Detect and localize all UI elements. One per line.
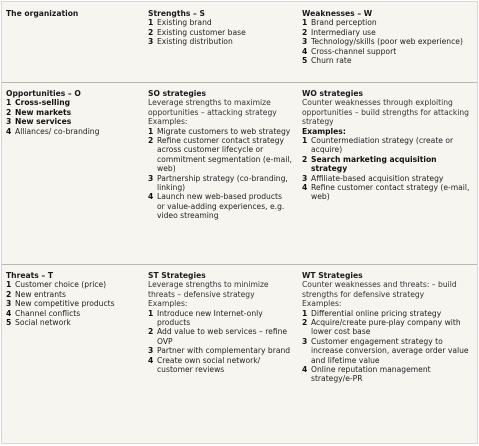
strengths-heading: Strengths – S <box>148 9 205 18</box>
list-item: 2 Acquire/create pure-play company with lower cost base <box>302 318 461 337</box>
opportunities-list <box>6 98 144 136</box>
list-item: 3 New competitive products <box>6 299 115 309</box>
st-strategies-cell <box>144 264 298 443</box>
so-lead: Leverage strengths to maximize opportunities – attacking strategy <box>148 98 277 117</box>
list-item: 4 Launch new web-based products or value-adding experiences, e.g. video streaming <box>148 192 285 221</box>
threats-heading: Threats – T <box>6 271 54 280</box>
list-item: 2 Existing customer base <box>148 27 246 37</box>
wt-examples-list <box>302 309 477 384</box>
swot-matrix-page <box>1 1 478 444</box>
list-item: 1 Existing brand <box>148 18 212 28</box>
list-item: 2 Refine customer contact strategy across customer lifecycle or commitment segmentation (e-mail, web) <box>148 136 292 174</box>
weaknesses-cell <box>298 2 477 82</box>
wt-strategies-cell <box>298 264 477 443</box>
list-item: 3 Affiliate-based acquisition strategy <box>302 173 444 183</box>
list-item: 1 Brand perception <box>302 18 377 28</box>
list-item: 4 Channel conflicts <box>6 308 81 318</box>
list-item: 4 Cross-channel support <box>302 46 397 56</box>
wo-heading: WO strategies <box>302 89 363 98</box>
list-item: 1 Customer choice (price) <box>6 280 107 290</box>
wt-heading: WT Strategies <box>302 271 363 280</box>
list-item: 3 Partner with complementary brand <box>148 346 291 356</box>
list-item: 5 Social network <box>6 318 71 328</box>
strengths-cell <box>144 2 298 82</box>
wo-lead: Counter weaknesses through exploiting opportunities – build strengths for attacking strategy <box>302 98 469 127</box>
weaknesses-list <box>302 18 477 65</box>
threats-cell <box>2 264 144 443</box>
list-item: 5 Churn rate <box>302 56 352 66</box>
wo-examples-label: Examples: <box>302 126 346 136</box>
so-examples-list <box>148 127 298 221</box>
organization-cell <box>2 2 144 82</box>
swot-grid <box>2 2 477 443</box>
list-item: 1 Introduce new Internet-only products <box>148 308 263 328</box>
list-item: 1 Differential online pricing strategy <box>302 308 442 318</box>
st-examples-list <box>148 309 298 375</box>
so-examples-label: Examples: <box>148 117 188 127</box>
list-item: 4 Create own social network/ customer reviews <box>148 355 261 375</box>
wt-examples-label: Examples: <box>302 299 342 309</box>
st-examples-label: Examples: <box>148 299 188 309</box>
st-heading: ST Strategies <box>148 271 206 280</box>
row-divider <box>2 82 477 83</box>
so-heading: SO strategies <box>148 89 207 98</box>
organization-heading: The organization <box>6 9 79 18</box>
list-item: 1 Migrate customers to web strategy <box>148 126 291 136</box>
wo-examples-list <box>302 136 477 202</box>
list-item: 3 New services <box>6 117 72 127</box>
opportunities-cell <box>2 82 144 264</box>
st-lead: Leverage strengths to minimize threats – defensive strategy <box>148 280 269 299</box>
strengths-list <box>148 18 298 46</box>
wt-lead: Counter weaknesses and threats: – build strengths for defensive strategy <box>302 280 457 299</box>
list-item: 4 Refine customer contact strategy (e-mail, web) <box>302 183 470 202</box>
threats-list <box>6 280 144 327</box>
list-item: 1 Cross-selling <box>6 98 71 108</box>
list-item: 3 Customer engagement strategy to increase conversion, average order value and lifetime value <box>302 336 469 365</box>
weaknesses-heading: Weaknesses – W <box>302 9 373 18</box>
list-item: 2 Intermediary use <box>302 27 376 37</box>
row-divider <box>2 264 477 265</box>
so-strategies-cell <box>144 82 298 264</box>
list-item: 2 Add value to web services – refine OVP <box>148 327 288 346</box>
list-item: 4 Online reputation management strategy/e-PR <box>302 365 431 384</box>
list-item: 2 New entrants <box>6 289 66 299</box>
opportunities-heading: Opportunities – O <box>6 89 81 98</box>
wo-strategies-cell <box>298 82 477 264</box>
list-item: 2 Search marketing acquisition strategy <box>302 154 437 174</box>
list-item: 2 New markets <box>6 107 72 117</box>
list-item: 3 Partnership strategy (co-branding, linking) <box>148 173 288 193</box>
list-item: 3 Technology/skills (poor web experience) <box>302 37 463 47</box>
list-item: 4 Alliances/ co-branding <box>6 126 100 136</box>
list-item: 3 Existing distribution <box>148 37 233 47</box>
list-item: 1 Countermediation strategy (create or acquire) <box>302 136 454 155</box>
